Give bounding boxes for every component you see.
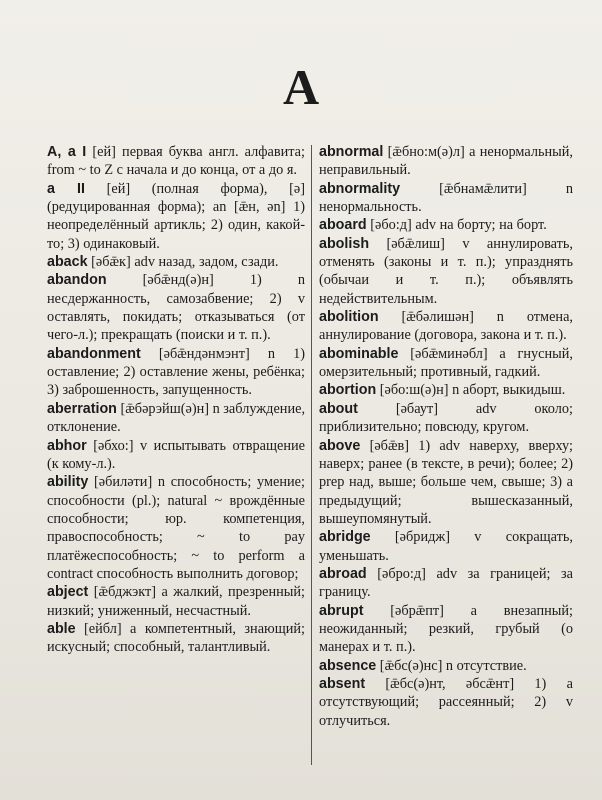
- entry-headword: absence: [319, 657, 377, 674]
- entry-headword: aboard: [319, 217, 367, 234]
- entry-definition: [əбǣнд(ə)н] 1) n несдержанность, самозабвение; 2) v оставлять, покидать; отказываться (от чего-л.); прекращать (поиски и т. п.).: [47, 272, 305, 344]
- entry-headword: abrupt: [319, 602, 364, 619]
- entry-definition: [əбǣминəбл] a гнусный, омерзительный; противный, гадкий.: [319, 345, 573, 381]
- entry-definition: [əбǣк] adv назад, задом, сзади.: [87, 254, 279, 271]
- entry-headword: abolition: [319, 309, 379, 326]
- dictionary-entry: [47, 620, 305, 657]
- dictionary-entry: [47, 400, 305, 437]
- entry-definition: [əбǣв] 1) adv наверху, вверху; наверх; ранее (в тексте, в речи); более; 2) prep над, выше; больше чем, свыше; 3) a предыдущий; вышесказанный, вышеупомянутый.: [319, 437, 573, 527]
- dictionary-entry: [47, 253, 305, 271]
- entry-headword: a II: [47, 180, 85, 197]
- entry-definition: [əбǣндəнмэнт] n 1) оставление; 2) оставление жены, ребёнка; 3) заброшенность, запущенность.: [47, 345, 305, 399]
- entry-definition: [əбро:д] adv за границей; за границу.: [319, 565, 573, 601]
- entry-headword: abominable: [319, 345, 399, 362]
- entry-definition: [əбрǣпт] a внезапный; неожиданный; резкий, грубый (о манерах и т. п.).: [319, 602, 573, 656]
- dictionary-entry: [47, 143, 305, 180]
- entry-definition: [əбо:д] adv на борту; на борт.: [366, 217, 547, 234]
- entry-definition: [əбилəти] n способность; умение; способности (pl.); natural ~ врождённые способности; юр. компетенция, правоспособность; ~ to pay платёжеспособность; ~ to perform a contract способность выполнить договор;: [47, 474, 305, 582]
- dictionary-entry: [47, 583, 305, 620]
- dictionary-entry: [47, 180, 305, 253]
- entry-headword: aberration: [47, 400, 117, 417]
- entry-headword: above: [319, 437, 361, 454]
- entry-definition: [ǣбджэкт] a жалкий, презренный; низкий; униженный, несчастный.: [47, 584, 305, 619]
- dictionary-entry: [319, 308, 573, 345]
- entry-definition: [ǣбəлишəн] n отмена, аннулирование (договора, закона и т. п.).: [319, 309, 573, 344]
- entry-definition: [ǣбəрэйш(ə)н] n заблуждение, отклонение.: [47, 400, 306, 436]
- entry-headword: abroad: [319, 565, 367, 582]
- entry-definition: [ǣбно:м(ə)л] a ненормальный, неправильный.: [319, 144, 573, 179]
- entry-headword: abhor: [47, 437, 87, 454]
- entry-definition: [əбǣлиш] v аннулировать, отменять (законы и т. п.); упразднять (обычаи и т. п.); объявлять недействительным.: [319, 235, 573, 307]
- dictionary-entry: [47, 473, 305, 583]
- dictionary-entry: [319, 400, 573, 437]
- entry-definition: [ей] (полная форма), [ə] (редуцированная форма); an [ǣн, ən] 1) неопределённый артикль; 2) один, какой-то; 3) одинаковый.: [47, 180, 305, 252]
- dictionary-entry: [319, 180, 573, 217]
- column-divider: [311, 145, 312, 765]
- dictionary-entry: [319, 528, 573, 565]
- entry-definition: [ǣбс(ə)нт, əбсǣнт] 1) a отсутствующий; рассеянный; 2) v отлучиться.: [319, 675, 573, 729]
- entry-headword: abject: [47, 584, 89, 601]
- entry-headword: able: [47, 620, 76, 637]
- entry-headword: abandon: [47, 272, 107, 289]
- dictionary-entry: [319, 437, 573, 529]
- dictionary-entry: [319, 345, 573, 382]
- dictionary-entry: [47, 271, 305, 344]
- dictionary-entry: [319, 565, 573, 602]
- entry-headword: A, a I: [47, 144, 87, 160]
- section-letter: A: [282, 59, 320, 115]
- dictionary-entry: [319, 143, 573, 180]
- entry-headword: abortion: [319, 382, 377, 399]
- entry-headword: abolish: [319, 235, 370, 252]
- dictionary-entry: [319, 216, 573, 234]
- entry-headword: absent: [319, 675, 366, 692]
- entry-headword: aback: [47, 254, 88, 271]
- right-column: [319, 143, 573, 730]
- entry-definition: [ǣбс(ə)нс] n отсутствие.: [376, 657, 527, 674]
- entry-headword: abnormal: [319, 144, 384, 160]
- entry-headword: abandonment: [47, 345, 141, 362]
- entry-headword: abridge: [319, 529, 371, 546]
- entry-headword: abnormality: [319, 180, 401, 197]
- entry-definition: [əбридж] v сокращать, уменьшать.: [319, 529, 573, 564]
- entry-definition: [əбо:ш(ə)н] n аборт, выкидыш.: [376, 382, 566, 399]
- entry-headword: ability: [47, 474, 89, 491]
- dictionary-entry: [319, 602, 573, 657]
- entry-headword: about: [319, 400, 358, 417]
- dictionary-entry: [47, 437, 305, 474]
- left-column: [47, 143, 305, 657]
- entry-definition: [ейбл] a компетентный, знающий; искусный; способный, талантливый.: [47, 620, 305, 656]
- dictionary-entry: [319, 235, 573, 308]
- entry-definition: [ǣбнамǣлити] n ненормальность.: [319, 180, 573, 216]
- dictionary-entry: [319, 381, 573, 399]
- entry-definition: [ей] первая буква англ. алфавита; from ~ to Z с начала и до конца, от а до я.: [47, 144, 305, 179]
- dictionary-entry: [319, 657, 573, 675]
- entry-definition: [əбаут] adv около; приблизительно; повсюду, кругом.: [319, 400, 573, 436]
- dictionary-entry: [47, 345, 305, 400]
- dictionary-entry: [319, 675, 573, 730]
- entry-definition: [əбхо:] v испытывать отвращение (к кому-л.).: [47, 437, 305, 472]
